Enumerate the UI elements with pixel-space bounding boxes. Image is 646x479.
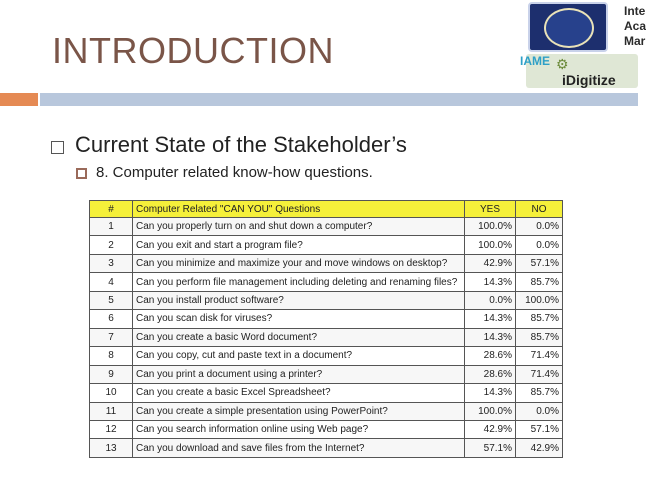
row-yes: 28.6%: [465, 365, 516, 383]
row-number: 13: [90, 439, 133, 458]
row-question: Can you exit and start a program file?: [133, 236, 465, 254]
bullet-square-icon: [51, 141, 64, 154]
row-question: Can you perform file management including deleting and renaming files?: [133, 273, 465, 291]
bullet-sub-text: 8. Computer related know-how questions.: [96, 164, 373, 181]
table-row: [90, 273, 563, 291]
bullet-main-text: Current State of the Stakeholder’s: [75, 132, 407, 157]
row-no: 57.1%: [516, 420, 563, 438]
header-number: #: [90, 201, 133, 218]
gear-icon: ⚙: [556, 56, 569, 72]
row-number: 3: [90, 254, 133, 272]
row-question: Can you create a basic Excel Spreadsheet?: [133, 384, 465, 402]
row-yes: 0.0%: [465, 291, 516, 309]
row-no: 0.0%: [516, 402, 563, 420]
row-yes: 14.3%: [465, 273, 516, 291]
row-number: 5: [90, 291, 133, 309]
table-row: [90, 420, 563, 438]
row-number: 2: [90, 236, 133, 254]
row-number: 8: [90, 347, 133, 365]
row-question: Can you print a document using a printer?: [133, 365, 465, 383]
row-number: 6: [90, 310, 133, 328]
row-yes: 28.6%: [465, 347, 516, 365]
header-question: Computer Related "CAN YOU" Questions: [133, 201, 465, 218]
table-row: [90, 218, 563, 236]
row-no: 85.7%: [516, 310, 563, 328]
survey-table: [89, 200, 563, 458]
seal-icon: [528, 2, 608, 52]
row-yes: 14.3%: [465, 384, 516, 402]
row-question: Can you create a simple presentation using PowerPoint?: [133, 402, 465, 420]
row-yes: 100.0%: [465, 236, 516, 254]
digitize-label: iDigitize: [562, 72, 616, 88]
table-row: [90, 347, 563, 365]
slide-title: INTRODUCTION: [52, 30, 334, 71]
row-no: 57.1%: [516, 254, 563, 272]
row-yes: 57.1%: [465, 439, 516, 458]
row-number: 4: [90, 273, 133, 291]
row-no: 100.0%: [516, 291, 563, 309]
row-no: 0.0%: [516, 236, 563, 254]
row-number: 10: [90, 384, 133, 402]
table-row: [90, 402, 563, 420]
table-row: [90, 291, 563, 309]
row-question: Can you minimize and maximize your and move windows on desktop?: [133, 254, 465, 272]
row-no: 85.7%: [516, 328, 563, 346]
row-no: 85.7%: [516, 384, 563, 402]
row-question: Can you search information online using Web page?: [133, 420, 465, 438]
bullet-sub-icon: [76, 168, 87, 179]
row-no: 71.4%: [516, 365, 563, 383]
row-question: Can you install product software?: [133, 291, 465, 309]
logo: [520, 0, 646, 90]
header-no: NO: [516, 201, 563, 218]
seal-text-line: Aca: [624, 19, 646, 33]
row-question: Can you scan disk for viruses?: [133, 310, 465, 328]
row-yes: 42.9%: [465, 254, 516, 272]
table-row: [90, 254, 563, 272]
seal-text-line: Inte: [624, 4, 646, 18]
iame-label: IAME: [520, 54, 550, 68]
table-row: [90, 328, 563, 346]
row-number: 11: [90, 402, 133, 420]
table-row: [90, 439, 563, 458]
accent-bar-blue: [40, 93, 638, 106]
table-row: [90, 365, 563, 383]
row-yes: 14.3%: [465, 310, 516, 328]
row-yes: 100.0%: [465, 218, 516, 236]
table-row: [90, 310, 563, 328]
table-row: [90, 384, 563, 402]
row-question: Can you create a basic Word document?: [133, 328, 465, 346]
seal-text: [624, 4, 646, 49]
table-row: [90, 236, 563, 254]
row-question: Can you download and save files from the Internet?: [133, 439, 465, 458]
row-number: 12: [90, 420, 133, 438]
header-yes: YES: [465, 201, 516, 218]
accent-bar-orange: [0, 93, 38, 106]
row-question: Can you copy, cut and paste text in a document?: [133, 347, 465, 365]
row-no: 0.0%: [516, 218, 563, 236]
row-question: Can you properly turn on and shut down a computer?: [133, 218, 465, 236]
row-no: 42.9%: [516, 439, 563, 458]
row-number: 1: [90, 218, 133, 236]
row-yes: 100.0%: [465, 402, 516, 420]
row-number: 9: [90, 365, 133, 383]
seal-text-line: Mar: [624, 34, 646, 48]
row-no: 85.7%: [516, 273, 563, 291]
row-number: 7: [90, 328, 133, 346]
row-yes: 14.3%: [465, 328, 516, 346]
row-no: 71.4%: [516, 347, 563, 365]
row-yes: 42.9%: [465, 420, 516, 438]
table-header-row: [90, 201, 563, 218]
